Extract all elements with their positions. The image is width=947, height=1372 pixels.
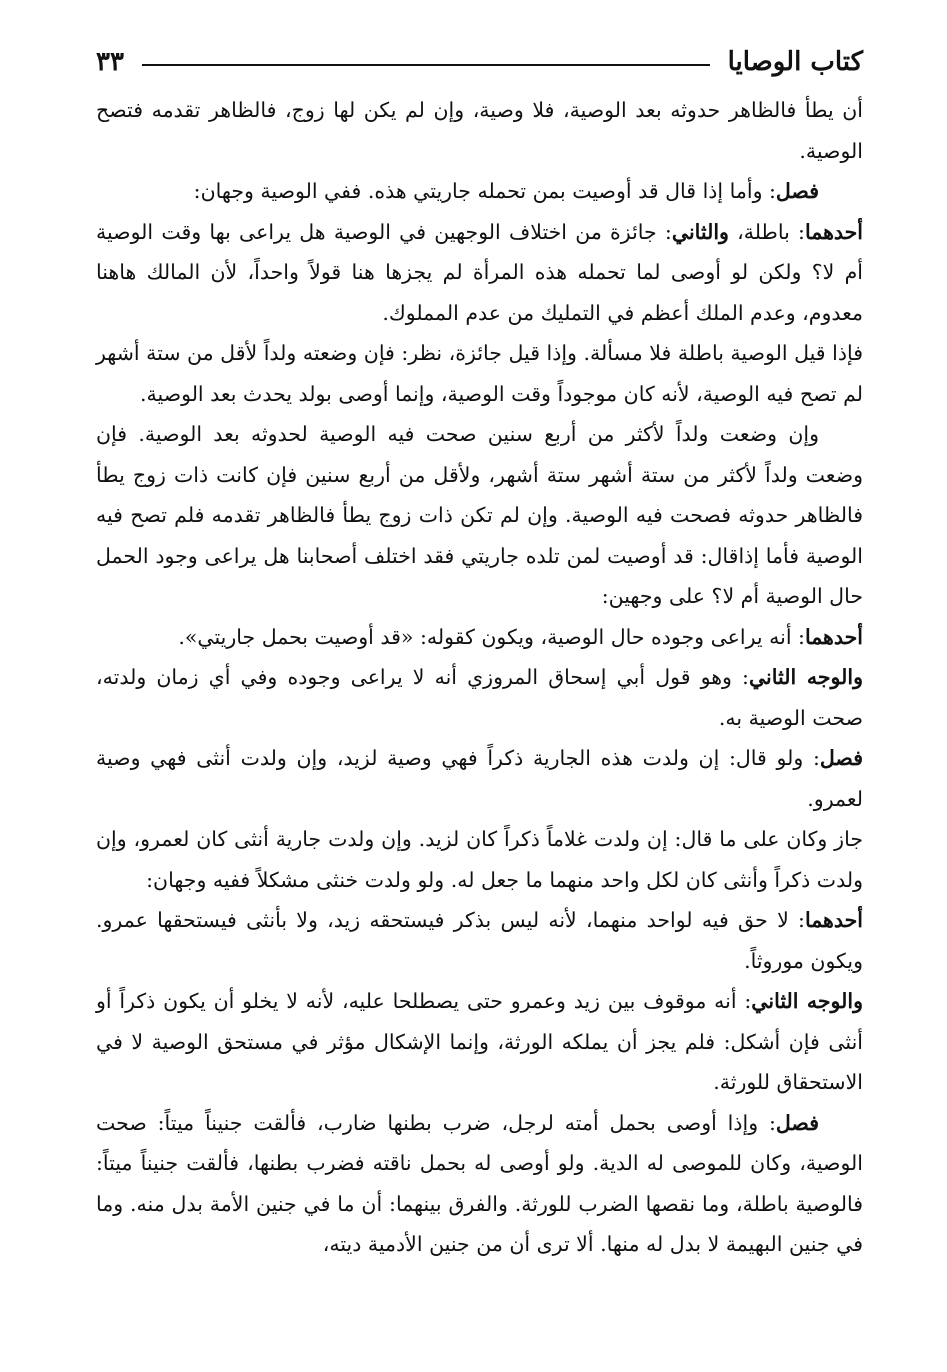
paragraph-lead: فصل — [775, 1110, 819, 1135]
paragraph — [96, 414, 863, 617]
paragraph — [96, 212, 863, 334]
paragraph-text: : باطلة، — [728, 219, 805, 244]
paragraph — [96, 1103, 863, 1265]
paragraph — [96, 90, 863, 171]
paragraph — [96, 819, 863, 900]
paragraph-lead: فصل — [819, 746, 863, 770]
paragraph-text: وإن وضعت ولداً لأكثر من أربع سنين صحت فيه الوصية لحدوثه بعد الوصية. فإن وضعت ولداً لأكثر من ستة أشهر ستة أشهر، ولأقل من أربع سنين فإن كانت ذات زوج يطأ فالظاهر حدوثه فصحت فيه الوصية. وإن لم تكن ذات زوج يطأ فالظاهر تقدمه فلم تصح فيه الوصية فأما إذاقال: قد أوصيت لمن تلده جاريتي فقد اختلف أصحابنا هل يراعى وجود الحمل حال الوصية أم لا؟ على وجهين: — [96, 422, 863, 608]
paragraph-text-2: : جائزة من اختلاف الوجهين في الوصية هل يراعى بها وقت الوصية أم لا؟ ولكن لو أوصى لما تحمله هذه المرأة لم يجزها هنا قولاً واحداً، لأن المالك هاهنا معدوم، وعدم الملك أعظم في التمليك من عدم المملوك. — [96, 219, 863, 325]
paragraph-lead: أحدهما — [804, 624, 863, 649]
paragraph-lead-2: والثاني — [671, 219, 729, 244]
paragraph-lead: أحدهما — [804, 908, 863, 932]
paragraph-lead: والوجه الثاني — [751, 989, 863, 1013]
paragraph-text: : ولو قال: إن ولدت هذه الجارية ذكراً فهي وصية لزيد، وإن ولدت أنثى فهي وصية لعمرو. — [96, 746, 863, 811]
paragraph-text: : أنه موقوف بين زيد وعمرو حتى يصطلحا عليه، لأنه لا يخلو أن يكون ذكراً أو أنثى فإن أشكل: فلم يجز أن يملكه الورثة، وإنما الإشكال مؤثر في مستحق الوصية لا في الاستحقاق للورثة. — [96, 989, 863, 1094]
paragraph-text: : وأما إذا قال قد أوصيت بمن تحمله جاريتي هذه. ففي الوصية وجهان: — [193, 179, 776, 203]
paragraph — [96, 900, 863, 981]
page-number: ٣٣ — [96, 47, 124, 77]
paragraph — [96, 171, 863, 212]
paragraph — [96, 333, 863, 414]
paragraph-text: فإذا قيل الوصية باطلة فلا مسألة. وإذا قيل جائزة، نظر: فإن وضعته ولداً لأقل من ستة أشهر لم تصح فيه الوصية، لأنه كان موجوداً وقت الوصية، وإنما أوصى بولد يحدث بعد الوصية. — [96, 341, 863, 406]
paragraph — [96, 657, 863, 738]
paragraph-text: جاز وكان على ما قال: إن ولدت غلاماً ذكراً كان لزيد. وإن ولدت جارية أنثى كان لعمرو، وإن ولدت ذكراً وأنثى كان لكل واحد منهما ما جعل له. ولو ولدت خنثى مشكلاً ففيه وجهان: — [96, 827, 863, 892]
paragraph — [96, 981, 863, 1103]
running-title: كتاب الوصايا — [727, 47, 863, 77]
paragraph — [96, 617, 863, 658]
page-header — [96, 40, 863, 84]
paragraph-lead: والوجه الثاني — [748, 665, 863, 689]
paragraph-text: : وهو قول أبي إسحاق المروزي أنه لا يراعى وجوده وفي أي زمان ولدته، صحت الوصية به. — [96, 665, 863, 730]
header-rule — [142, 64, 710, 66]
paragraph-lead: أحدهما — [804, 219, 864, 244]
paragraph-lead: فصل — [775, 179, 819, 203]
paragraph — [96, 738, 863, 819]
paragraph-text: : وإذا أوصى بحمل أمته لرجل، ضرب بطنها ضارب، فألقت جنيناً ميتاً: صحت الوصية، وكان للموصى له الدية. ولو أوصى له بحمل ناقته فضرب بطنها، فألقت جنيناً ميتاً: فالوصية باطلة، وما نقصها الضرب للورثة. والفرق بينهما: أن ما في جنين الأمة بدل منه. وما في جنين البهيمة لا بدل له منها. ألا ترى أن من جنين الأدمية ديته، — [96, 1110, 863, 1256]
paragraph-text: : لا حق فيه لواحد منهما، لأنه ليس بذكر فيستحقه زيد، ولا بأنثى فيستحقها عمرو. ويكون موروثاً. — [96, 908, 863, 973]
paragraph-text: : أنه يراعى وجوده حال الوصية، ويكون كقوله: «قد أوصيت بحمل جاريتي». — [178, 624, 805, 649]
body-text — [96, 90, 863, 1265]
paragraph-text: أن يطأ فالظاهر حدوثه بعد الوصية، فلا وصية، وإن لم يكن لها زوج، فالظاهر تقدمه فتصح الوصية. — [96, 98, 863, 163]
